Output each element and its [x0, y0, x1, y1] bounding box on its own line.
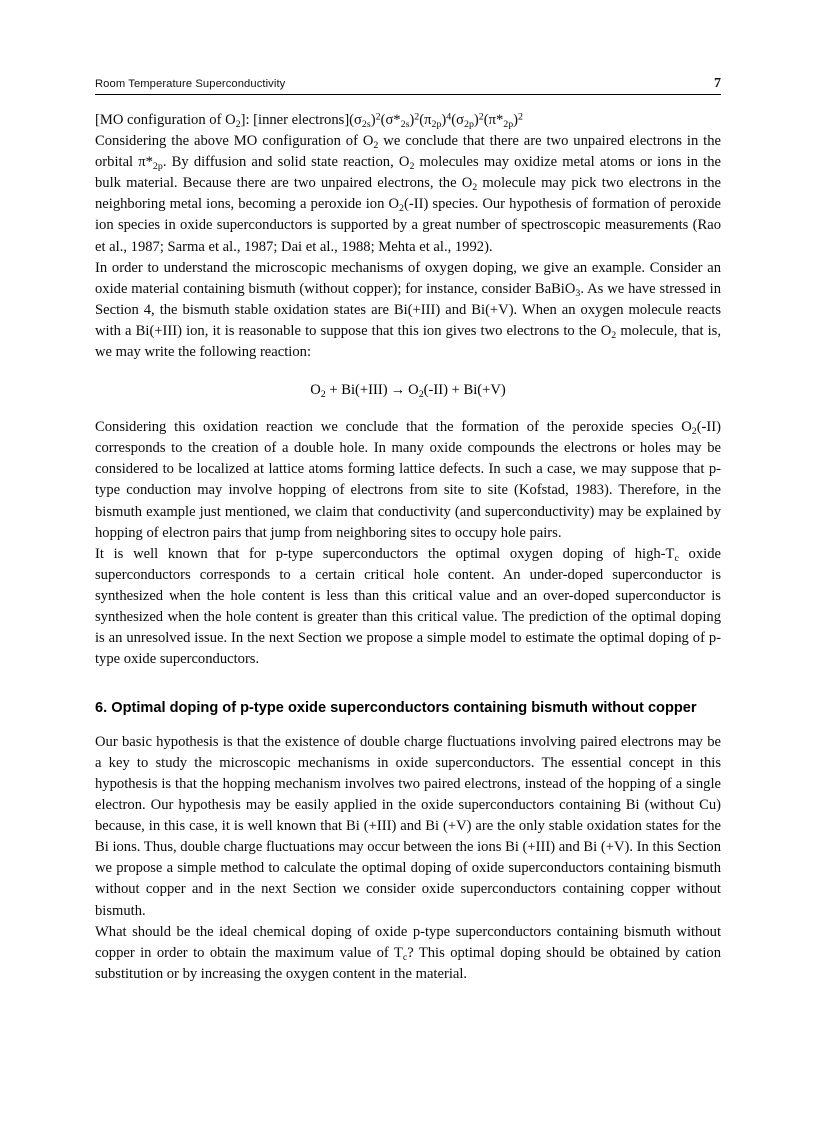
- paren-6: (: [451, 112, 457, 128]
- p3-sub-1: 2: [691, 425, 697, 437]
- p4-sub-c: c: [674, 552, 679, 564]
- paren-2: (: [380, 112, 386, 128]
- p6-text-a: What should be the ideal chemical doping of oxide p-type superconductors containing bismuth without copper in order to obtain the maximum value of T: [95, 923, 721, 961]
- mo-sub-2p-1: 2p: [431, 118, 442, 130]
- paragraph-3: [95, 417, 721, 544]
- running-header: [95, 76, 721, 95]
- paragraph-6: [95, 922, 721, 985]
- p1-text-d: molecules may oxidize metal atoms or ions in the bulk material. Because there are two unpaired electrons, the O: [95, 154, 721, 192]
- p2-text-c: molecule, that is, we may write the following reaction:: [95, 322, 721, 361]
- paragraph-2: [95, 258, 721, 363]
- paren-4: (: [419, 112, 425, 128]
- mo-sub-2p-2: 2p: [463, 118, 474, 130]
- p2-sub-2: 2: [611, 329, 617, 341]
- p2-text-a: In order to understand the microscopic mechanisms of oxygen doping, we give an example. Consider an oxide material containing bismuth (without copper); for instance, consider BaBiO: [95, 259, 721, 297]
- paragraph-1: [95, 131, 721, 258]
- p2-sub-1: 3: [575, 287, 581, 299]
- paragraph-5: Our basic hypothesis is that the existence of double charge fluctuations involving paired electrons may be a key to study the microscopic mechanisms in oxide superconductors. The essential concept in this hypothesis is that the hopping mechanism involves two paired electrons, instead of the hopping of a single electron. Our hypothesis may be easily applied in the oxide superconductors containing Bi (without Cu) because, in this case, it is well known that Bi (+III) and Bi (+V) are the only stable oxidation states for the Bi ions. Thus, double charge fluctuations may occur between the ions Bi (+III) and Bi (+V). In this Section we propose a simple method to calculate the optimal doping of oxide superconductors containing bismuth without copper and in the next Section we consider oxide superconductors containing copper without bismuth.: [95, 733, 721, 919]
- mo-sup-2-3: 2: [478, 111, 484, 123]
- p1-text-e: molecule may pick two electrons in the neighboring metal ions, becoming a peroxide ion O: [95, 175, 721, 213]
- p1-text-c: . By diffusion and solid state reaction, O: [162, 154, 410, 171]
- mo-sup-2-1: 2: [375, 111, 381, 123]
- mo-sub-2: 2: [235, 118, 241, 130]
- mo-prefix: [MO configuration of O: [95, 112, 236, 128]
- p4-text-b: oxide superconductors corresponds to a certain critical hole content. An under-doped superconductor is synthesized when the hole content is less than this critical value and an over-doped superconductor is synthesized when the hole content is greater than this critical value. The prediction of the optimal doping is an unresolved issue. In the next Section we propose a simple model to estimate the optimal doping of p-type oxide superconductors.: [95, 545, 721, 668]
- section-heading: 6. Optimal doping of p-type oxide superconductors containing bismuth without copper: [95, 700, 697, 717]
- p1-sub-5: 2: [399, 203, 404, 215]
- p3-text-b: (-II) corresponds to the creation of a double hole. In many oxide compounds the electrons or holes may be considered to be localized at lattice atoms forming lattice defects. In such a case, we may suppose that p-type conduction may involve hopping of electrons from site to site (Kofstad, 1983). Therefore, in the bismuth example just mentioned, we claim that conductivity (and superconductivity) may be explained by hopping of electron pairs that jump from neighboring sites to occupy hole pairs.: [95, 419, 721, 541]
- mo-sup-2-2: 2: [414, 111, 420, 123]
- page-content: [95, 76, 721, 985]
- mo-sub-2s-1: 2s: [361, 118, 371, 130]
- paren-7: ): [473, 112, 479, 128]
- reaction-arrow-icon: →: [390, 382, 406, 399]
- reaction-equation: [95, 363, 721, 417]
- p3-text-a: Considering this oxidation reaction we conclude that the formation of the peroxide species O: [95, 419, 692, 436]
- p1-text-b: we conclude that there are two unpaired electrons in the orbital π*: [95, 133, 721, 171]
- p1-sub-1: 2: [373, 139, 379, 151]
- mo-pi-1: π: [424, 112, 432, 128]
- p1-sub-2: 2p: [152, 160, 163, 172]
- mo-pi-star-1: π*: [488, 112, 504, 128]
- eq-sub-2: 2: [418, 388, 424, 400]
- mo-sub-2p-3: 2p: [503, 118, 514, 130]
- p2-text-b: . As we have stressed in Section 4, the bismuth stable oxidation states are Bi(+III) and Bi(+V). When an oxygen molecule reacts with a Bi(+III) ion, it is reasonable to suppose that this ion gives two electrons to the O: [95, 280, 721, 339]
- paragraph-4: [95, 544, 721, 671]
- p1-text-f: (-II) species. Our hypothesis of formation of peroxide ion species in oxide superconductors is supported by a great number of spectroscopic measurements (Rao et al., 1987; Sarma et al., 1987; Dai et al., 1988; Mehta et al., 1992).: [95, 196, 721, 255]
- mo-sigma-star-1: σ*: [385, 112, 401, 128]
- p6-text-b: ? This optimal doping should be obtained by cation substitution or by increasing the oxygen content in the material.: [95, 944, 721, 982]
- mo-sup-2-4: 2: [518, 111, 523, 123]
- p1-sub-3: 2: [409, 160, 415, 172]
- eq-left: + Bi(+III): [325, 382, 388, 399]
- p1-sub-4: 2: [472, 182, 478, 194]
- paren-1: ): [370, 112, 376, 128]
- mo-sup-4: 4: [446, 111, 452, 123]
- page-number: 7: [714, 76, 721, 91]
- mo-mid: ]: [inner electrons](: [240, 112, 355, 128]
- paren-8: (: [483, 112, 489, 128]
- mo-sigma-2: σ: [456, 112, 464, 128]
- eq-sub-1: 2: [320, 388, 326, 400]
- eq-o: O: [310, 382, 321, 399]
- p1-text-a: Considering the above MO configuration of O: [95, 133, 374, 150]
- p6-sub-c: c: [402, 951, 408, 963]
- paren-3: ): [409, 112, 415, 128]
- p4-text-a: It is well known that for p-type superconductors the optimal oxygen doping of high-T: [95, 545, 675, 562]
- paren-9: ): [513, 112, 519, 128]
- mo-configuration-line: [95, 110, 721, 131]
- paren-5: ): [441, 112, 447, 128]
- eq-right: (-II) + Bi(+V): [423, 382, 506, 399]
- mo-sigma-1: σ: [354, 112, 362, 128]
- running-header-title: Room Temperature Superconductivity: [95, 78, 286, 90]
- mo-sub-2s-2: 2s: [400, 118, 410, 130]
- body-text: [95, 110, 721, 985]
- eq-o-2: O: [408, 382, 419, 399]
